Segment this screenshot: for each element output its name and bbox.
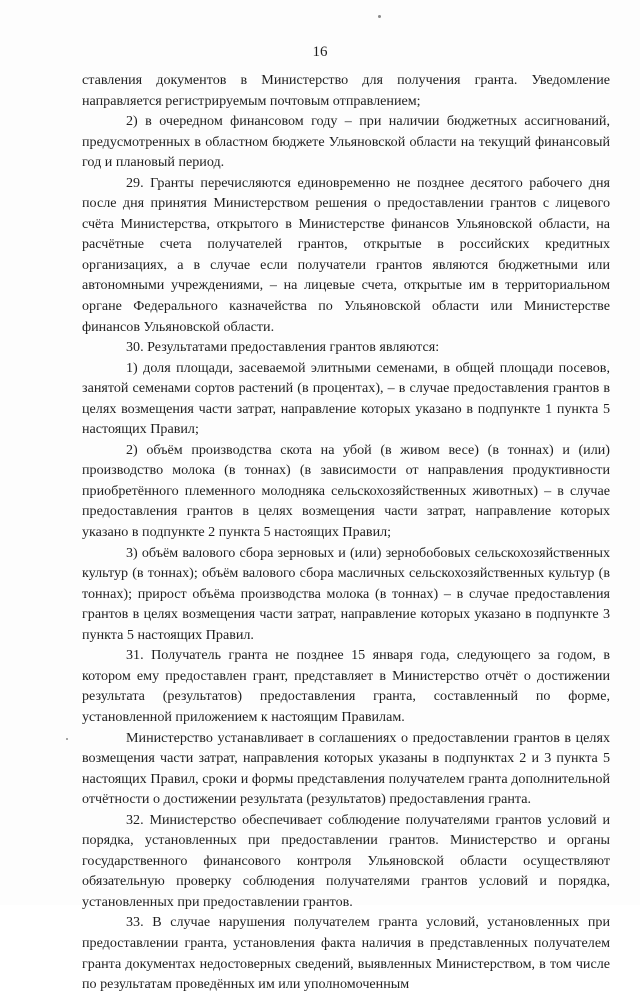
subparagraph-2: 2) в очередном финансовом году – при наличии бюджетных ассигнований, предусмотренных в областном бюджете Ульяновской области на текущий финансовый год и плановый период. — [82, 113, 610, 171]
paragraph-continuation: ставления документов в Министерство для получения гранта. Уведомление направляется регистрируемым почтовым отправлением; — [82, 72, 610, 109]
paragraph-31: 31. Получатель гранта не позднее 15 января года, следующего за годом, в котором ему предоставлен грант, представляет в Министерство отчёт о достижении результата (результатов) предоставления гранта, составленный по форме, установленной приложением к настоящим Правилам. — [82, 647, 610, 725]
scan-speck — [66, 738, 68, 740]
paragraph-31-ministry: Министерство устанавливает в соглашениях о предоставлении грантов в целях возмещения части затрат, направления которых указаны в подпунктах 2 и 3 пункта 5 настоящих Правил, сроки и формы представления получателем гранта дополнительной отчётности о достижении результата (результатов) предоставления гранта. — [82, 729, 610, 808]
document-body — [82, 70, 610, 995]
paragraph-33: 33. В случае нарушения получателем гранта условий, установленных при предоставлении гранта, установления факта наличия в представленных получателем гранта документах недостоверных сведений, выявленных Министерством, в том числе по результатам проведённых им или уполномоченным — [82, 914, 610, 993]
paragraph-30-item-3: 3) объём валового сбора зерновых и (или) зернобобовых сельскохозяйственных культур (в тоннах); объём валового сбора масличных сельскохозяйственных культур (в тоннах); прирост объёма производства молока (в тоннах) – в случае предоставления грантов в целях возмещения части затрат, направление которых указано в подпункте 3 пункта 5 настоящих Правил. — [82, 544, 610, 643]
paragraph-29: 29. Гранты перечисляются единовременно не позднее десятого рабочего дня после дня принятия Министерством решения о предоставлении грантов с лицевого счёта Министерства, открытого в Министерстве финансов Ульяновской области, на расчётные счета получателей грантов, открытые в российских кредитных организациях, а в случае если получатели грантов являются бюджетными или автономными учреждениями, – на лицевые счета, открытые им в территориальном органе Федерального казначейства по Ульяновской области или Министерстве финансов Ульяновской области. — [82, 174, 610, 335]
paragraph-32: 32. Министерство обеспечивает соблюдение получателями грантов условий и порядка, установленных при предоставлении грантов. Министерство и органы государственного финансового контроля Ульяновской области осуществляют обязательную проверку соблюдения получателями грантов условий и порядка, установленных при предоставлении грантов. — [82, 811, 610, 910]
page-number: 16 — [312, 44, 328, 60]
paragraph-30-item-2: 2) объём производства скота на убой (в живом весе) (в тоннах) и (или) производство молока (в тоннах) (в зависимости от направления продуктивности приобретённого племенного молодняка сельскохозяйственных животных) – в случае предоставления грантов в целях возмещения части затрат, направление которых указано в подпункте 2 пункта 5 настоящих Правил; — [82, 441, 610, 541]
paragraph-30-item-1: 1) доля площади, засеваемой элитными семенами, в общей площади посевов, занятой семенами сортов растений (в процентах), – в случае предоставления грантов в целях возмещения части затрат, направление которых указано в подпункте 1 пункта 5 настоящих Правил; — [82, 359, 610, 438]
scan-speck — [378, 15, 381, 18]
paragraph-30: 30. Результатами предоставления грантов являются: — [126, 339, 440, 356]
